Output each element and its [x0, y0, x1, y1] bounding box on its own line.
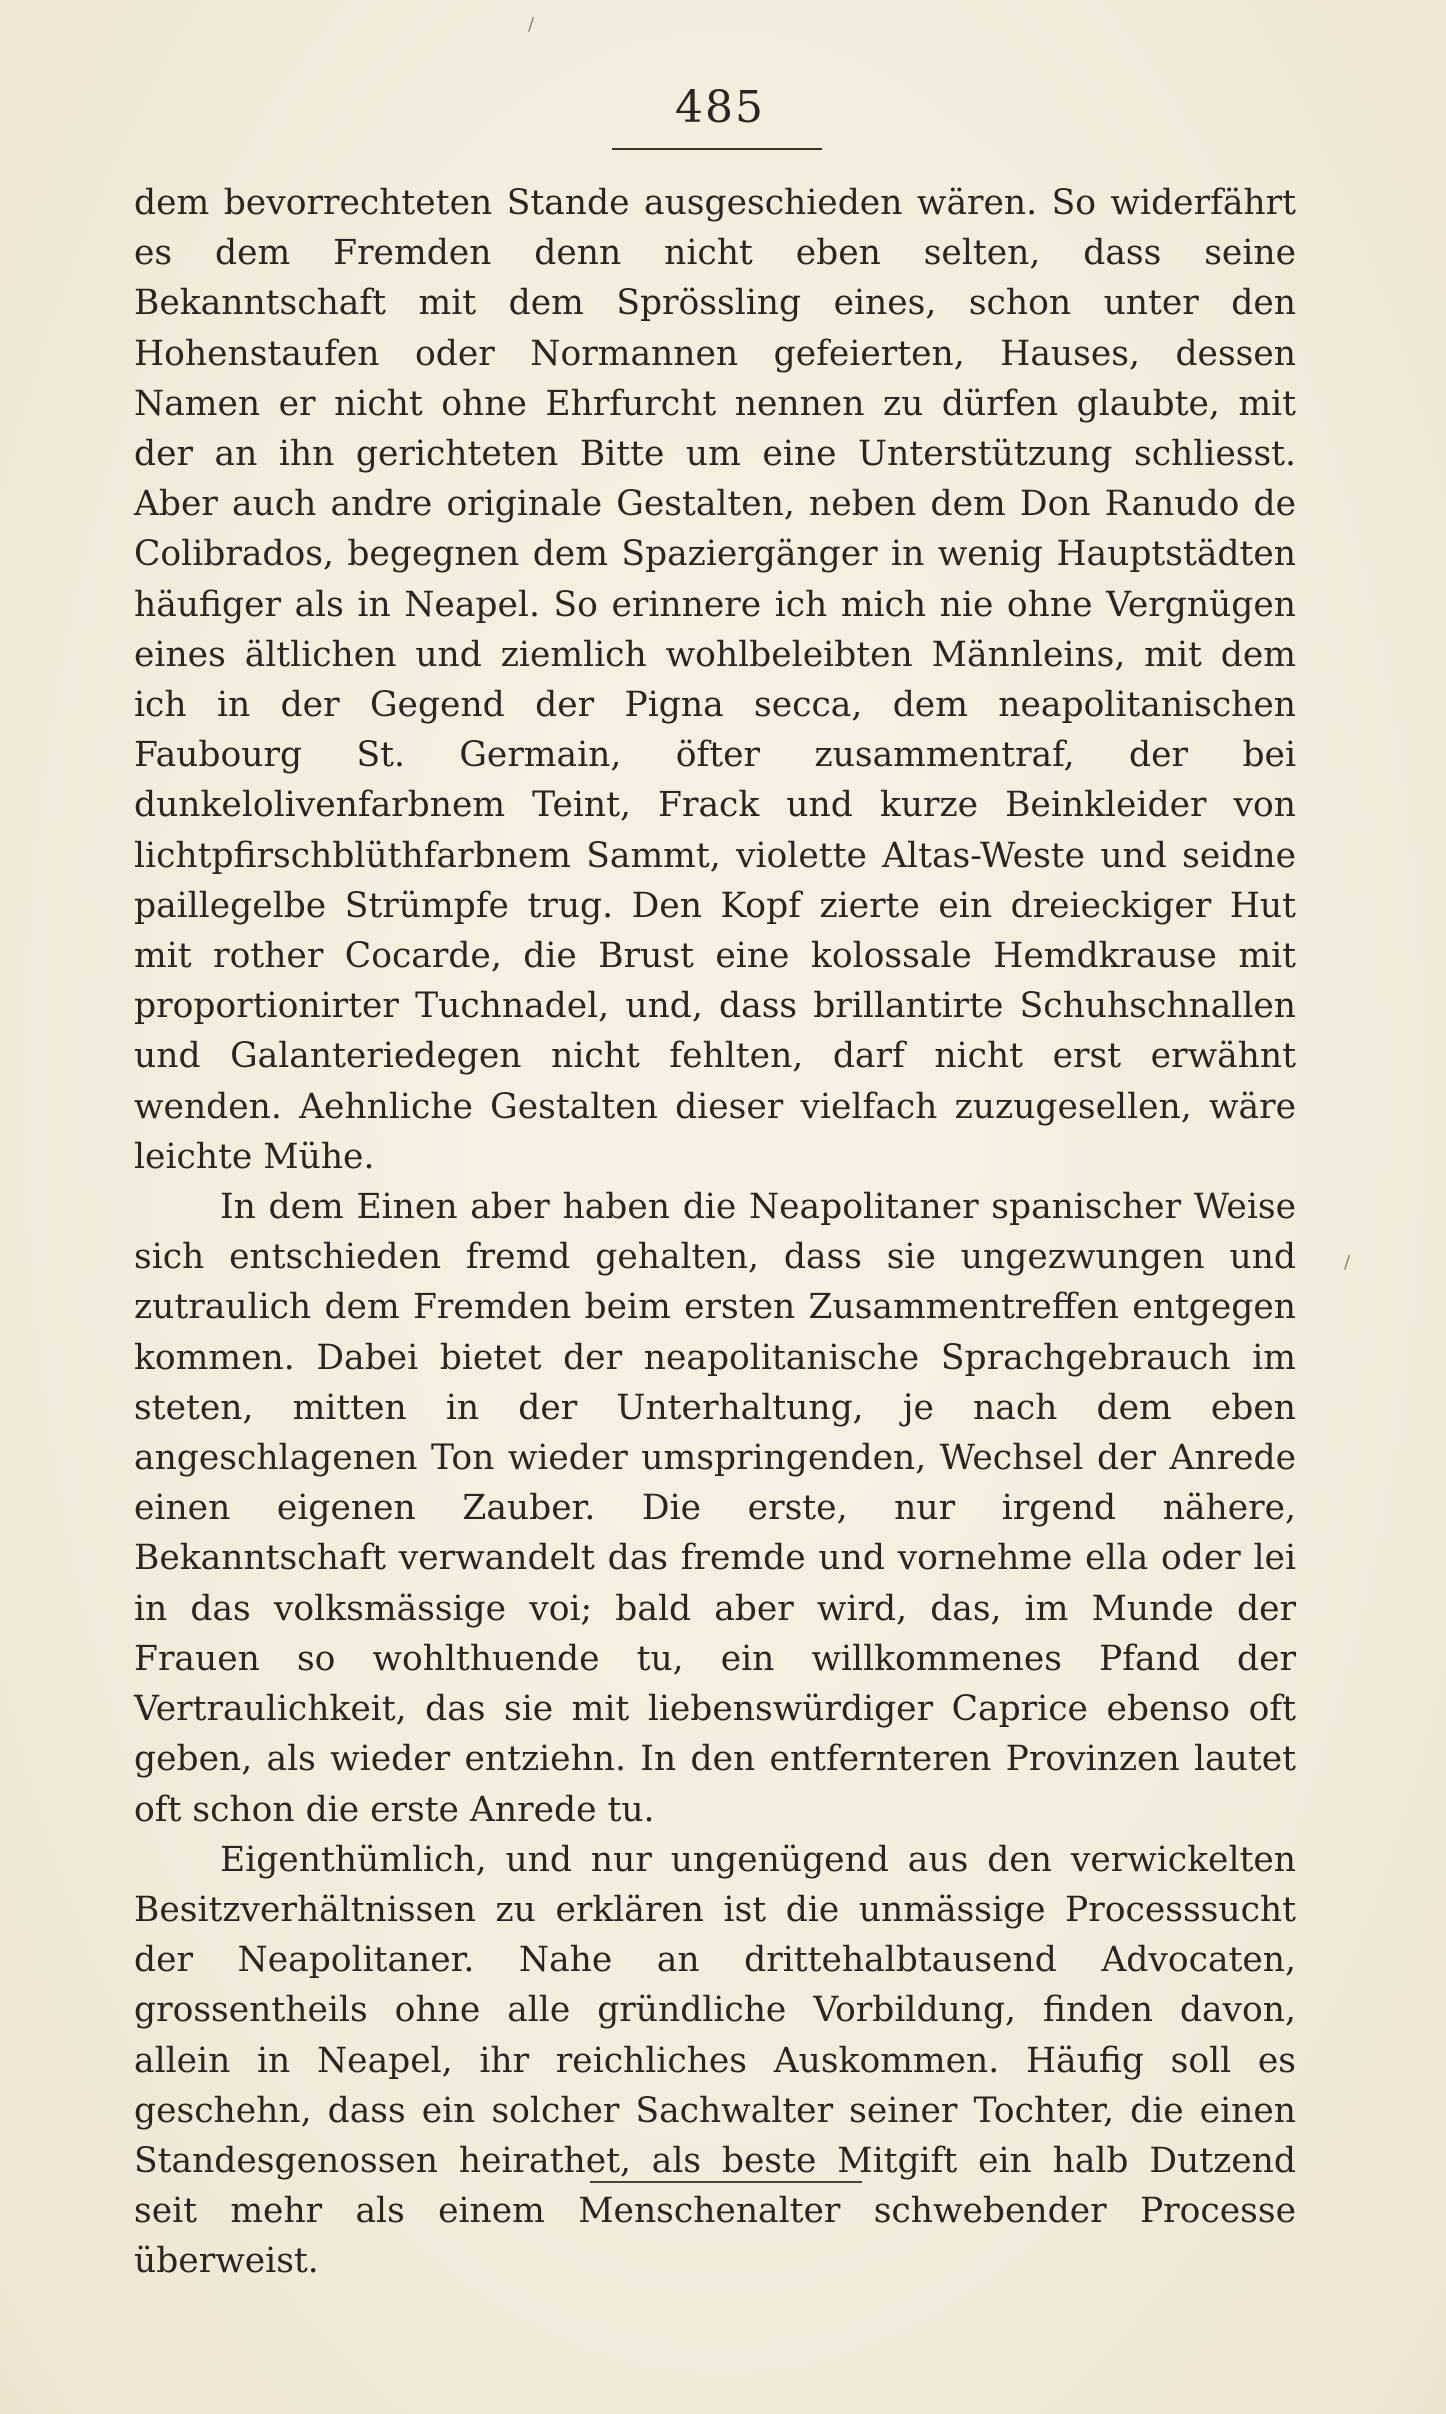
paragraph-1: dem bevorrechteten Stande ausgeschieden wären. So widerfährt es dem Fremden denn nicht eben selten, dass seine Bekanntschaft mit dem Sprössling eines, schon unter den Hohenstaufen oder Normannen gefeierten, Hauses, dessen Namen er nicht ohne Ehrfurcht nennen zu dürfen glaubte, mit der an ihn gerichteten Bitte um eine Unterstützung schliesst. Aber auch andre originale Gestalten, neben dem Don Ranudo de Colibrados, begegnen dem Spaziergänger in wenig Hauptstädten häufiger als in Neapel. So erinnere ich mich nie ohne Vergnügen eines ältlichen und ziemlich wohlbeleibten Männleins, mit dem ich in der Gegend der Pigna secca, dem neapolitanischen Faubourg St. Germain, öfter zusammentraf, der bei dunkelolivenfarbnem Teint, Frack und kurze Beinkleider von lichtpfirschblüthfarbnem Sammt, violette Altas-Weste und seidne paillegelbe Strümpfe trug. Den Kopf zierte ein dreieckiger Hut mit rother Cocarde, die Brust eine kolossale Hemdkrause mit proportionirter Tuchnadel, und, dass brillantirte Schuhschnallen und Galanteriedegen nicht fehlten, darf nicht erst erwähnt wenden. Aehnliche Gestalten dieser vielfach zuzugesellen, wäre leichte Mühe.: [134, 183, 1296, 1177]
paragraph-3: Eigenthümlich, und nur ungenügend aus den verwickelten Besitzverhältnissen zu erklären ist die unmässige Processsucht der Neapolitaner. Nahe an drittehalbtausend Advocaten, grossentheils ohne alle gründliche Vorbildung, finden davon, allein in Neapel, ihr reichliches Auskommen. Häufig soll es geschehn, dass ein solcher Sachwalter seiner Tochter, die einen Standesgenossen heirathet, als beste Mitgift ein halb Dutzend seit mehr als einem Menschenalter schwebender Processe überweist.: [134, 1839, 1296, 2282]
paper-speck: /: [528, 14, 535, 35]
paragraph-2: In dem Einen aber haben die Neapolitaner spanischer Weise sich entschieden fremd gehalten, dass sie ungezwungen und zutraulich dem Fremden beim ersten Zusammentreffen entgegen kommen. Dabei bietet der neapolitanische Sprachgebrauch im steten, mitten in der Unterhaltung, je nach dem eben angeschlagenen Ton wieder umspringenden, Wechsel der Anrede einen eigenen Zauber. Die erste, nur irgend nähere, Bekanntschaft verwandelt das fremde und vornehme ella oder lei in das volksmässige voi; bald aber wird, das, im Munde der Frauen so wohlthuende tu, ein willkommenes Pfand der Vertraulichkeit, das sie mit liebenswürdiger Caprice ebenso oft geben, als wieder entziehn. In den entfernteren Provinzen lautet oft schon die erste Anrede tu.: [134, 1187, 1296, 1830]
page-number: 485: [675, 82, 765, 133]
footer-rule: [590, 2181, 862, 2183]
body-text: [134, 178, 1296, 2287]
paper-speck: /: [1344, 1252, 1351, 1273]
header-rule: [612, 148, 822, 150]
